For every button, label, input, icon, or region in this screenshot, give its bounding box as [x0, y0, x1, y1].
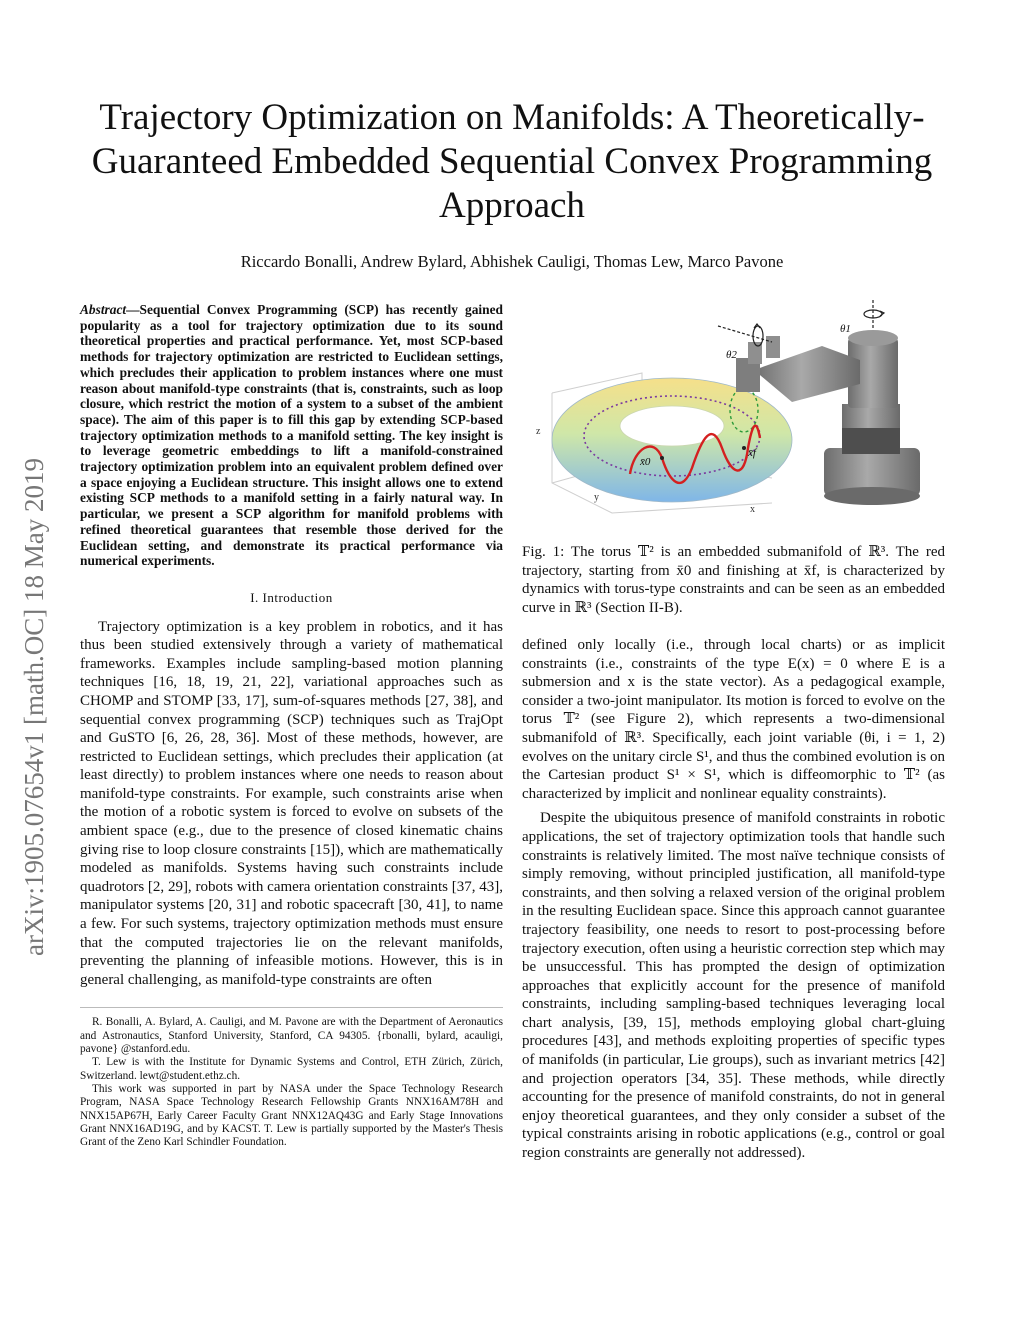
- end-point-marker: [742, 446, 746, 450]
- footnote-funding: This work was supported in part by NASA under the Space Technology Research Program, NASA Space Technology Research Fellowship Grants NNX16AM78H and NNX15AP67H, Early Career Faculty Grant NNX12AQ43G and Early Stage Innovations Grant NNX16AD19G, and by KACST. T. Lew is partially supported by the Master's Thesis Grant of the Zeno Karl Schindler Foundation.: [80, 1082, 503, 1149]
- axis-label-x: x: [750, 504, 755, 515]
- footnote-affiliation-stanford: R. Bonalli, A. Bylard, A. Cauligi, and M. Pavone are with the Department of Aeronautics and Astronautics, Stanford University, Stanford, CA 94305. {rbonalli, bylard, acauligi, pavone} @stanford.edu.: [80, 1016, 503, 1056]
- label-theta1: θ1: [840, 323, 851, 335]
- label-theta2: θ2: [726, 349, 737, 361]
- left-column: [80, 302, 503, 1149]
- intro-paragraph: Trajectory optimization is a key problem in robotics, and it has thus been studied extensively through a variety of mathematical frameworks. Examples include sampling-based motion planning techniques [16, 18, 19, 21, 22], variational approaches such as CHOMP and STOMP [33, 17], sum-of-squares methods [27, 38], and sequential convex programming (SCP) techniques such as TrajOpt and GuSTO [6, 26, 28, 36]. Most of these methods, however, are restricted to Euclidean settings, which precludes their application (at least directly) to problem instances where one needs to reason about manifold-type constraints. For example, such constraints arise when the motion of a robotic system is forced to evolve on subsets of the ambient space (e.g., due to the presence of closed kinematic chains giving rise to loop closure constraints [15]), which are mathematically modeled as manifolds. Systems having such constraints include quadrotors [2, 29], robots with camera orientation constraints [37, 43], manipulator systems [20, 31] and robotic spacecraft [30, 41], to name a few. For such systems, trajectory optimization methods must ensure that the computed trajectories lie on the relevant manifolds, preventing the planning of infeasible motions. However, this is in general challenging, as manifold-type constraints are often: [80, 618, 503, 988]
- right-paragraph-1: defined only locally (i.e., through local charts) or as implicit constraints (i.e., constraints of the type E(x) = 0 where E is a submersion and x is the state vector). As a pedagogical example, consider a two-joint manipulator. Its motion is forced to evolve on the torus 𝕋² (see Figure 2), which represents a two-dimensional submanifold of ℝ³. Specifically, each joint variable (θi, i = 1, 2) evolves on the unitary circle S¹, and thus the combined evolution is on the Cartesian product S¹ × S¹, which is diffeomorphic to 𝕋² (as characterized by implicit and nonlinear equality constraints).: [522, 637, 945, 802]
- footnote-block: [80, 1007, 503, 1149]
- axis-label-z: z: [536, 426, 541, 437]
- theta2-rotation-icon: [718, 324, 772, 346]
- label-x0: x̄0: [640, 456, 651, 468]
- footnote-affiliation-eth: T. Lew is with the Institute for Dynamic Systems and Control, ETH Zürich, Zürich, Switzerland. lewt@student.ethz.ch.: [80, 1056, 503, 1082]
- theta1-rotation-icon: [864, 300, 884, 328]
- paper-title: Trajectory Optimization on Manifolds: A Theoretically-Guaranteed Embedded Sequential Convex Programming Approach: [91, 97, 933, 226]
- label-xf: x̄f: [748, 447, 756, 459]
- right-column: [522, 636, 945, 1163]
- abstract-text: —Sequential Convex Programming (SCP) has recently gained popularity as a tool for trajectory optimization due to its sound theoretical properties and practical performance. Yet, most SCP-based methods for trajectory optimization are restricted to Euclidean settings, which precludes their application to problem instances where one must reason about manifold-type constraints (that is, constraints, such as loop closure, which restrict the motion of a system to a subset of the ambient space). The aim of this paper is to fill this gap by extending SCP-based trajectory optimization methods to a manifold setting. The key insight is to leverage geometric embeddings to lift a manifold-constrained trajectory optimization problem into an equivalent problem defined over a space enjoying a Euclidean structure. This insight allows one to extend existing SCP methods to a manifold setting in a fairly natural way. In particular, we present a SCP algorithm for manifold problems with refined theoretical guarantees that resemble those derived for the Euclidean setting, and demonstrate its practical performance via numerical experiments.: [80, 302, 503, 569]
- abstract: [80, 302, 503, 569]
- right-paragraph-2: Despite the ubiquitous presence of manifold constraints in robotic applications, the set of trajectory optimization tools that handle such constraints is relatively limited. The most naïve technique consists of simply removing, without principled justification, all manifold-type constraints, and then solving a relaxed version of the original problem in the resulting Euclidean space. Since this approach cannot guarantee trajectory feasibility, one needs to resort to post-processing before trajectory execution, often using a heuristic correction step which may be unsuccessful. This has prompted the design of optimization approaches that explicitly account for the presence of manifold constraints, including sampling-based techniques leveraging local chart analysis, [39, 15], methods employing global chart-gluing procedures [43], and methods exploiting properties of specific types of manifolds (in particular, Lie groups), such as invariant metrics [42] and projection operators [34, 35]. These methods, while directly accounting for the presence of manifold constraints, do not in general enjoy theoretical guarantees, and they only consider a subset of the typical constraints arising in robotic applications (e.g., control or goal region constraints are generally not addressed).: [522, 810, 945, 1162]
- torus: [552, 378, 792, 502]
- author-list: Riccardo Bonalli, Andrew Bylard, Abhishek Cauligi, Thomas Lew, Marco Pavone: [240, 252, 784, 271]
- section-heading: I. Introduction: [250, 589, 333, 605]
- arxiv-identifier: [10, 320, 54, 960]
- axis-label-y: y: [594, 492, 599, 503]
- figure-torus-manipulator: [522, 298, 945, 536]
- abstract-label: Abstract: [80, 302, 127, 317]
- start-point-marker: [660, 456, 664, 460]
- figure-caption: Fig. 1: The torus 𝕋² is an embedded submanifold of ℝ³. The red trajectory, starting from x̄0 and finishing at x̄f, is characterized by dynamics with torus-type constraints and can be seen as an embedded curve in ℝ³ (Section II-B).: [522, 544, 945, 616]
- arxiv-identifier-text: arXiv:1905.07654v1 [math.OC] 18 May 2019: [19, 458, 49, 956]
